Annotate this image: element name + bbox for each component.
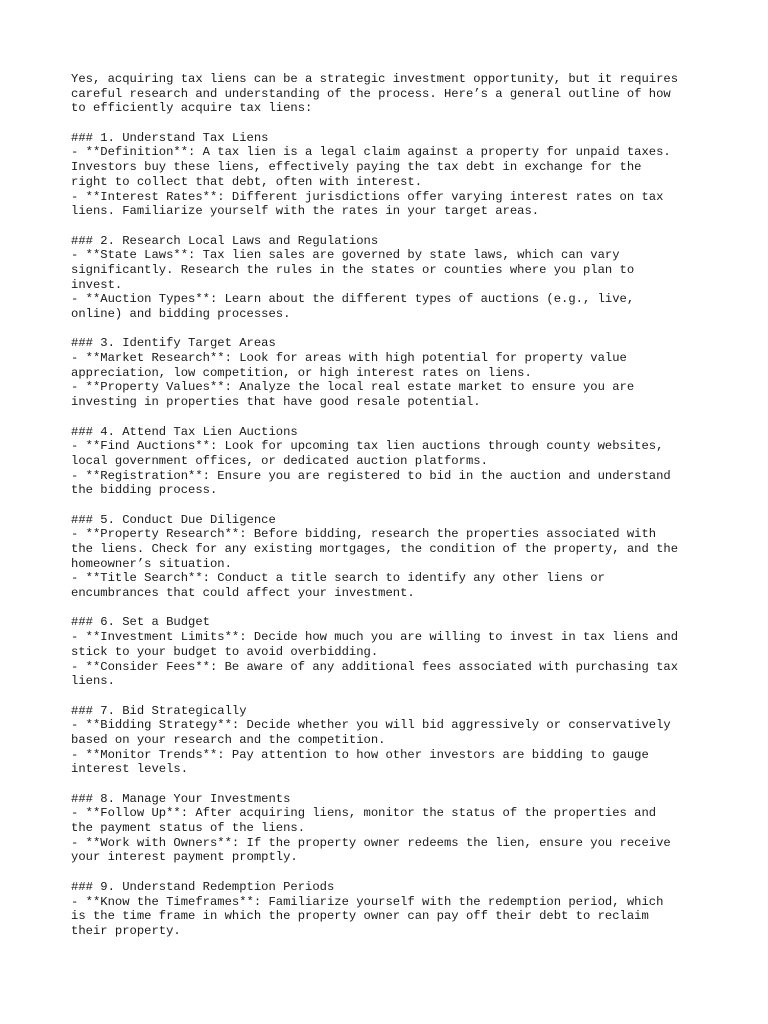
section-line: - **Know the Timeframes**: Familiarize yourself with the redemption period, which (71, 894, 664, 909)
section-line: significantly. Research the rules in the states or counties where you plan to (71, 262, 635, 277)
section-4 (71, 425, 711, 498)
section-heading: ### 8. Manage Your Investments (71, 791, 291, 806)
section-5 (71, 513, 711, 601)
intro-line: to efficiently acquire tax liens: (71, 101, 313, 116)
section-9 (71, 880, 711, 939)
section-line: invest. (71, 277, 123, 292)
section-line: liens. Familiarize yourself with the rates in your target areas. (71, 204, 540, 219)
section-line: the bidding process. (71, 483, 218, 498)
section-line: online) and bidding processes. (71, 307, 291, 321)
section-heading: ### 6. Set a Budget (71, 615, 210, 630)
section-8 (71, 792, 711, 865)
section-line: - **Bidding Strategy**: Decide whether you will bid aggressively or conservatively (71, 718, 671, 733)
section-line: - **Property Values**: Analyze the local real estate market to ensure you are (71, 380, 635, 395)
section-line: appreciation, low competition, or high interest rates on liens. (71, 365, 532, 380)
section-line: Investors buy these liens, effectively paying the tax debt in exchange for the (71, 160, 642, 175)
section-line: encumbrances that could affect your investment. (71, 586, 415, 601)
section-line: - **Interest Rates**: Different jurisdictions offer varying interest rates on tax (71, 189, 664, 204)
section-heading: ### 9. Understand Redemption Periods (71, 879, 335, 894)
section-line: liens. (71, 674, 115, 689)
section-line: - **Investment Limits**: Decide how much you are willing to invest in tax liens and (71, 630, 679, 645)
section-7 (71, 704, 711, 777)
section-line: - **Registration**: Ensure you are registered to bid in the auction and understand (71, 468, 671, 483)
section-line: the liens. Check for any existing mortgages, the condition of the property, and the (71, 542, 679, 556)
section-line: your interest payment promptly. (71, 850, 298, 865)
section-line: - **Property Research**: Before bidding, research the properties associated with (71, 527, 657, 542)
section-3 (71, 336, 711, 409)
section-line: stick to your budget to avoid overbidding. (71, 644, 379, 659)
section-line: right to collect that debt, often with interest. (71, 174, 423, 189)
section-line: - **Consider Fees**: Be aware of any additional fees associated with purchasing tax (71, 659, 679, 674)
section-line: based on your research and the competition. (71, 732, 386, 747)
section-2 (71, 234, 711, 322)
section-line: - **Follow Up**: After acquiring liens, monitor the status of the properties and (71, 806, 657, 821)
section-heading: ### 5. Conduct Due Diligence (71, 512, 276, 527)
section-line: their property. (71, 923, 181, 938)
section-line: the payment status of the liens. (71, 821, 306, 836)
intro-paragraph (71, 72, 711, 116)
section-heading: ### 7. Bid Strategically (71, 703, 247, 718)
section-line: - **Definition**: A tax lien is a legal claim against a property for unpaid taxes. (71, 145, 671, 160)
section-1 (71, 131, 711, 219)
section-line: - **Work with Owners**: If the property owner redeems the lien, ensure you receive (71, 835, 671, 850)
section-line: - **Monitor Trends**: Pay attention to how other investors are bidding to gauge (71, 747, 649, 762)
section-heading: ### 3. Identify Target Areas (71, 336, 276, 351)
section-line: - **State Laws**: Tax lien sales are governed by state laws, which can vary (71, 248, 620, 263)
section-line: - **Title Search**: Conduct a title search to identify any other liens or (71, 571, 605, 586)
section-line: investing in properties that have good resale potential. (71, 395, 481, 410)
section-line: local government offices, or dedicated auction platforms. (71, 453, 488, 468)
section-heading: ### 2. Research Local Laws and Regulations (71, 233, 379, 248)
intro-line: Yes, acquiring tax liens can be a strategic investment opportunity, but it requires (71, 72, 679, 86)
section-line: homeowner’s situation. (71, 556, 232, 571)
intro-line: careful research and understanding of the process. Here’s a general outline of how (71, 86, 671, 101)
section-heading: ### 1. Understand Tax Liens (71, 130, 269, 145)
section-heading: ### 4. Attend Tax Lien Auctions (71, 424, 298, 439)
section-line: - **Find Auctions**: Look for upcoming tax lien auctions through county websites, (71, 439, 664, 454)
section-line: interest levels. (71, 762, 189, 777)
document-body (71, 72, 711, 953)
section-line: - **Market Research**: Look for areas with high potential for property value (71, 351, 627, 366)
section-6 (71, 615, 711, 688)
section-line: is the time frame in which the property owner can pay off their debt to reclaim (71, 909, 649, 924)
section-line: - **Auction Types**: Learn about the different types of auctions (e.g., live, (71, 292, 635, 307)
